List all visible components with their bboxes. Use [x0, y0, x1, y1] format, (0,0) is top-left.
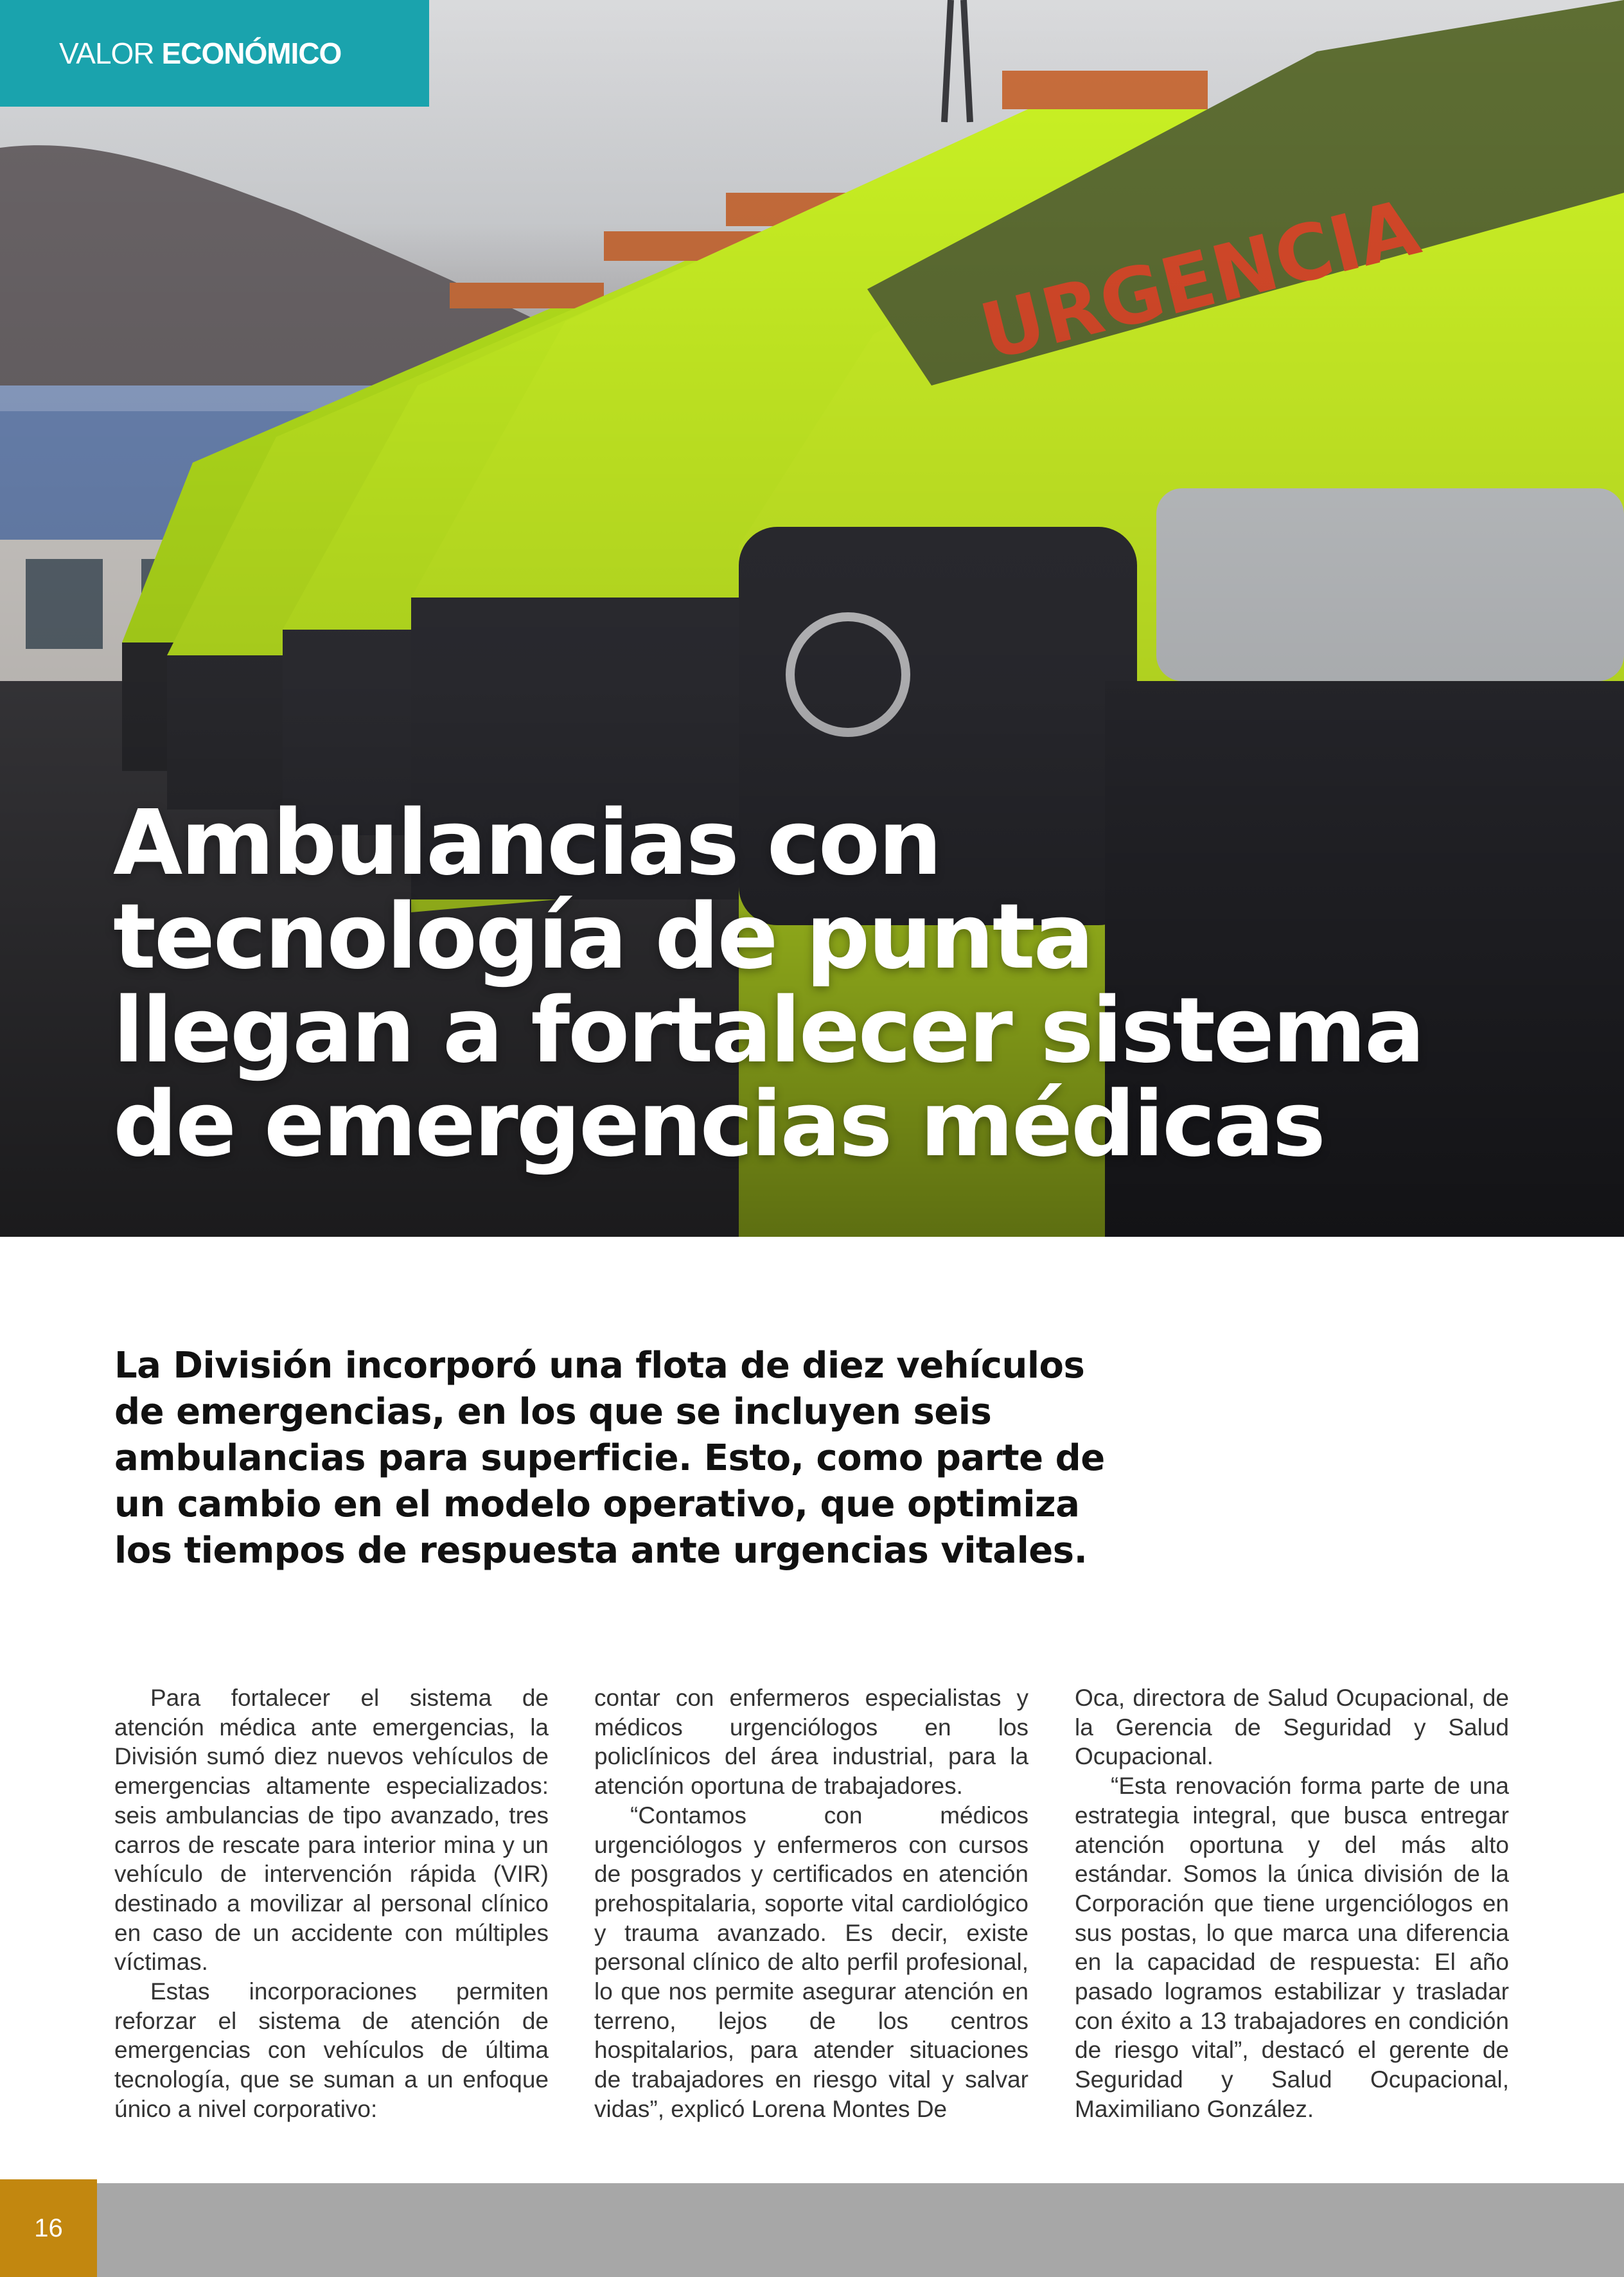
- column-3: [1075, 1683, 1509, 2124]
- body-paragraph: Estas incorporaciones permiten reforzar el sistema de atención de emergencias con vehículos de última tecnología, que se suman a un enfoque único a nivel corporativo:: [114, 1978, 549, 2122]
- body-paragraph: Oca, directora de Salud Ocupacional, de la Gerencia de Seguridad y Salud Ocupacional.: [1075, 1685, 1509, 1770]
- body-paragraph: contar con enfermeros especialistas y médicos urgenciólogos en los policlínicos del área industrial, para la atención oportuna de trabajadores.: [594, 1685, 1028, 1800]
- column-1: [114, 1683, 549, 2124]
- column-2: [594, 1683, 1028, 2124]
- section-tag: [0, 0, 429, 107]
- body-paragraph: Para fortalecer el sistema de atención médica ante emergencias, la División sumó diez nuevos vehículos de emergencias altamente especializados: seis ambulancias de tipo avanzado, tres carros de rescate para interior mina y un vehículo de intervención rápida (VIR) destinado a movilizar al personal clínico en caso de un accidente con múltiples víctimas.: [114, 1685, 549, 1976]
- lead-line: los tiempos de respuesta ante urgencias vitales.: [114, 1530, 1088, 1572]
- lead-line: La División incorporó una flota de diez vehículos: [114, 1345, 1085, 1387]
- lead-line: de emergencias, en los que se incluyen seis: [114, 1391, 992, 1433]
- headline-line: de emergencias médicas: [113, 1072, 1324, 1177]
- section-name: ECONÓMICO: [161, 37, 342, 70]
- footer-bar: [0, 2183, 1624, 2277]
- headline: [113, 791, 1526, 1177]
- headline-line: llegan a fortalecer sistema: [113, 979, 1424, 1083]
- lead-line: ambulancias para superficie. Esto, como parte de: [114, 1437, 1105, 1479]
- lead-paragraph: [114, 1343, 1168, 1574]
- headline-line: tecnología de punta: [113, 885, 1093, 989]
- section-prefix: VALOR: [59, 37, 154, 70]
- page-number: 16: [0, 2179, 97, 2277]
- body-paragraph: “Contamos con médicos urgenciólogos y enfermeros con cursos de posgrados y certificados en atención prehospitalaria, soporte vital cardiológico y trauma avanzado. Es decir, existe personal clínico de alto perfil profesional, lo que nos permite asegurar atención en terreno, lejos de los centros hospitalarios, para atender situaciones de trabajadores en riesgo vital y salvar vidas”, explicó Lorena Montes De: [594, 1802, 1028, 2122]
- headline-line: Ambulancias con: [113, 791, 940, 896]
- lead-line: un cambio en el modelo operativo, que optimiza: [114, 1484, 1080, 1525]
- body-paragraph: “Esta renovación forma parte de una estrategia integral, que busca entregar atención oportuna y del más alto estándar. Somos la única división de la Corporación que tiene urgenciólogos en sus postas, lo que marca una diferencia en la capacidad de respuesta: El año pasado logramos estabilizar y trasladar con éxito a 13 trabajadores en condición de riesgo vital”, destacó el gerente de Seguridad y Salud Ocupacional, Maximiliano González.: [1075, 1773, 1509, 2122]
